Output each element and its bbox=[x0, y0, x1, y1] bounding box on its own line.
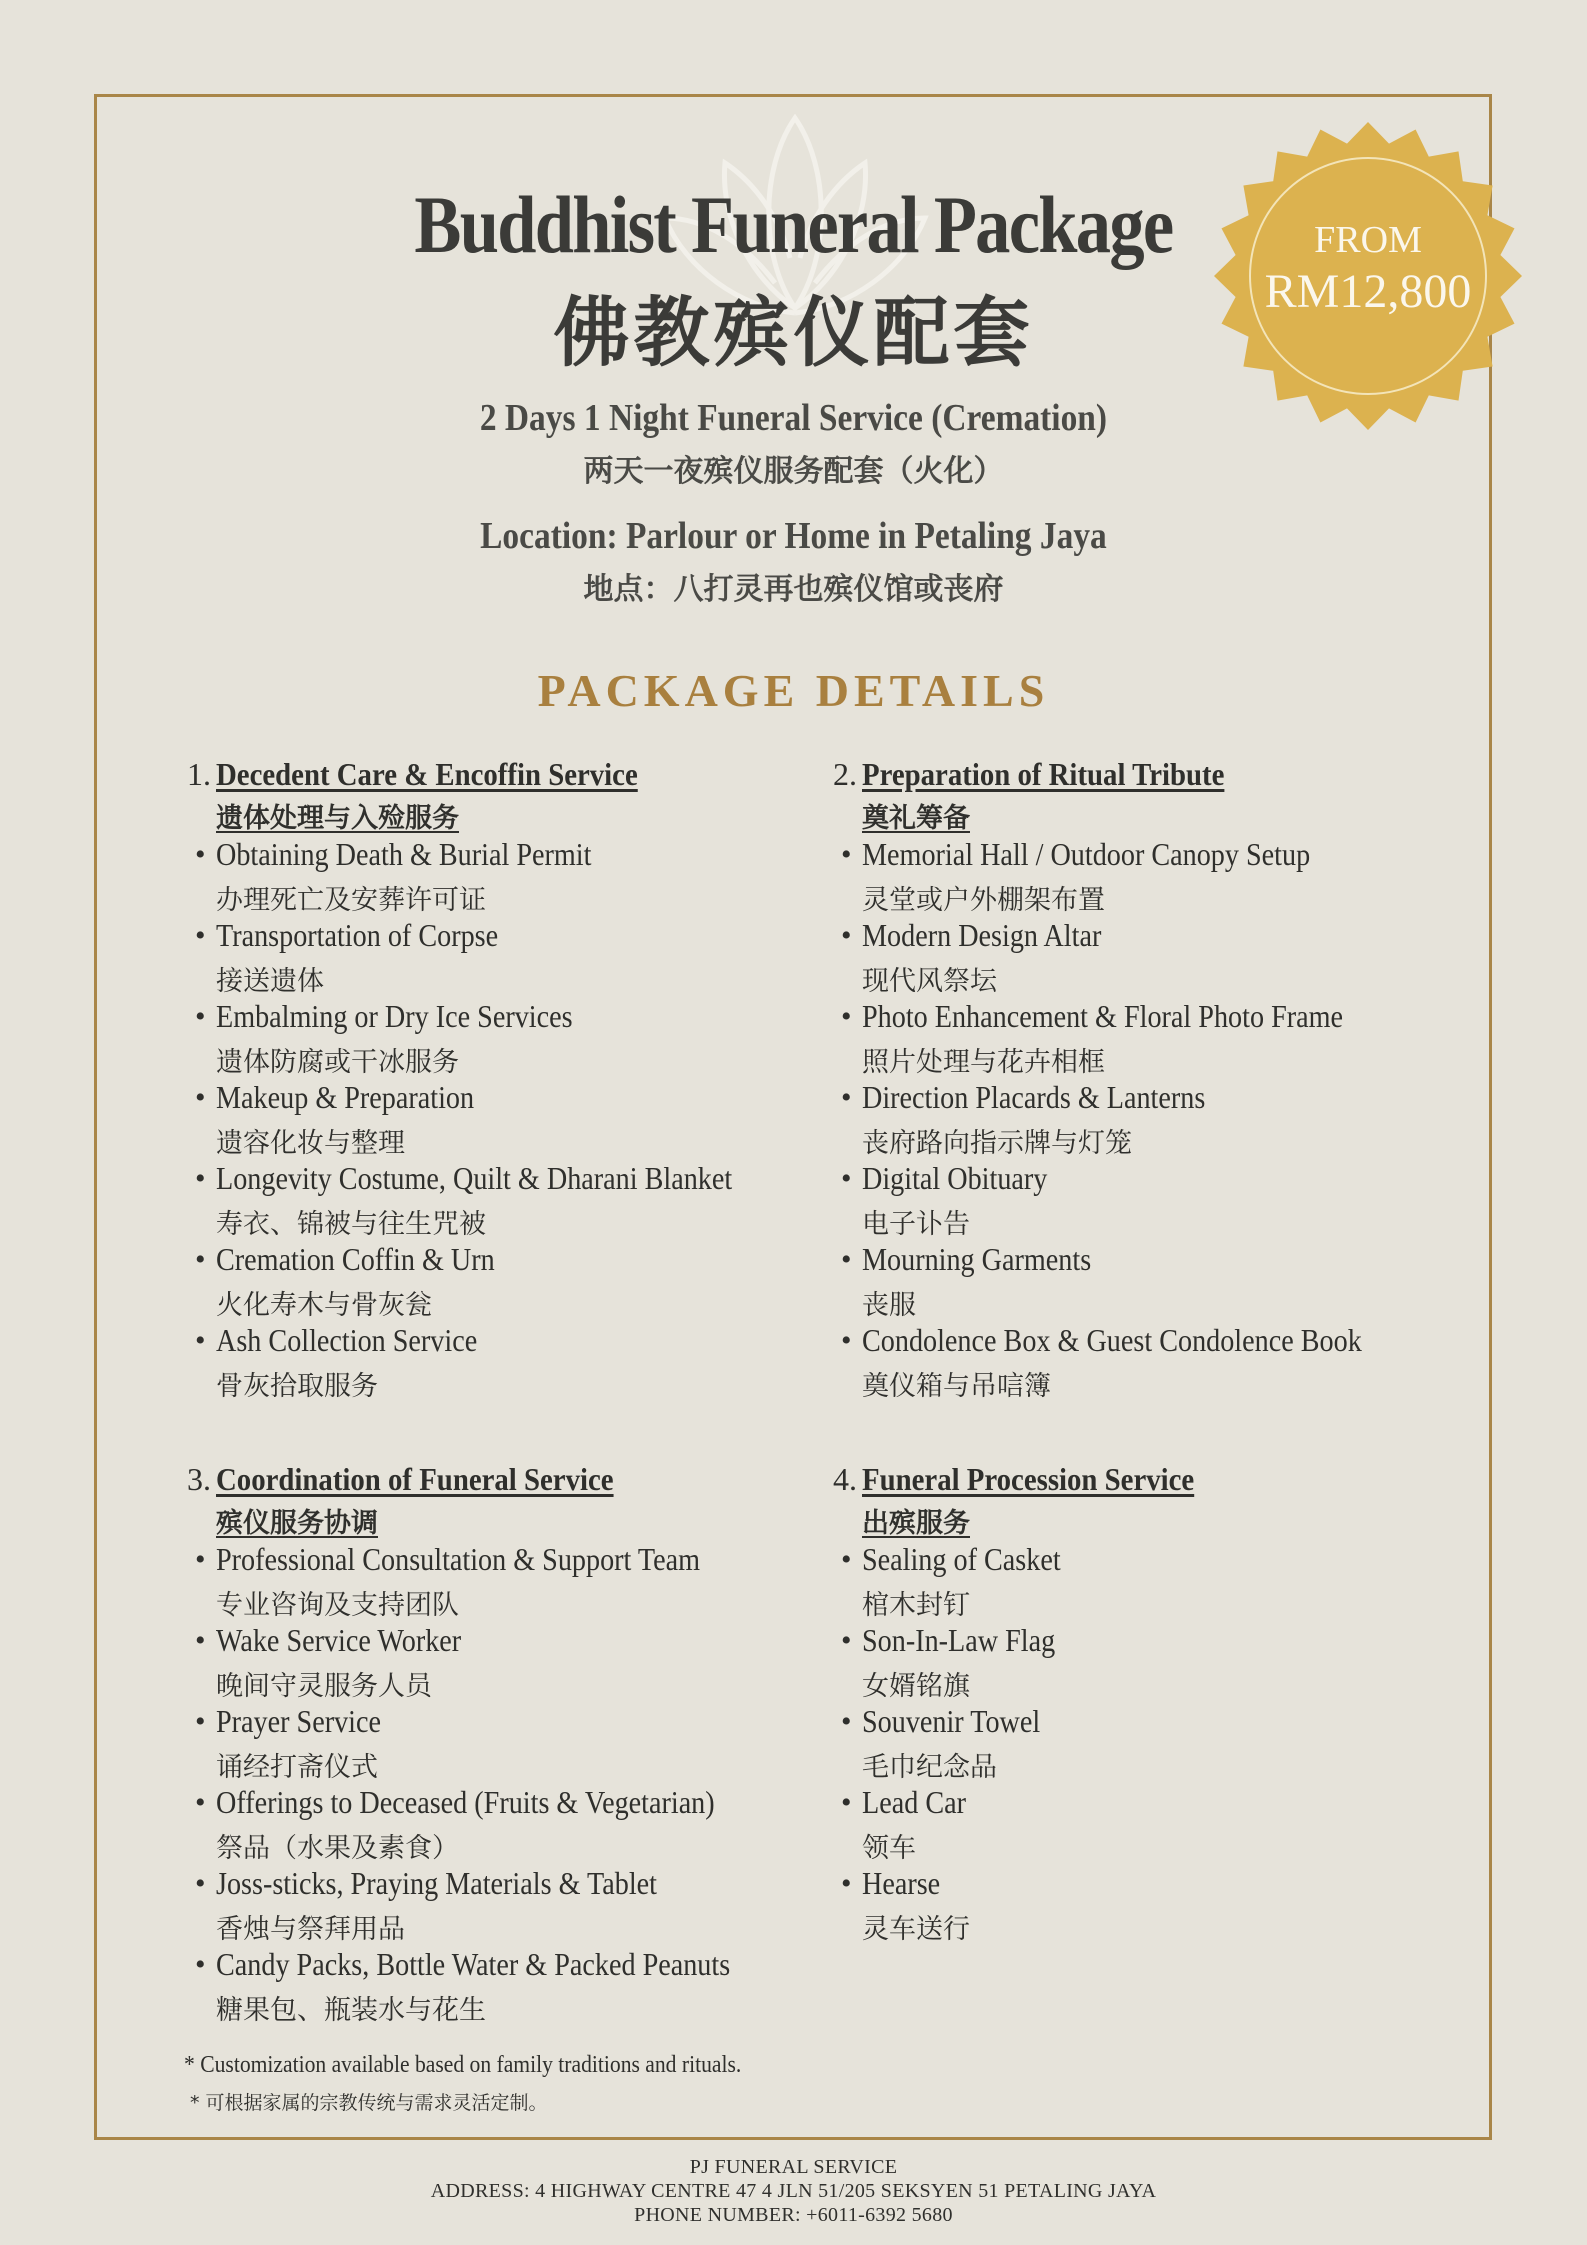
list-item bbox=[187, 1865, 827, 1946]
section-title-chinese: 奠礼筹备 bbox=[862, 803, 970, 834]
list-item bbox=[187, 998, 827, 1079]
item-label: Ash Collection Service bbox=[216, 1322, 478, 1358]
item-label-chinese: 灵车送行 bbox=[862, 1914, 970, 1945]
bullet-icon: • bbox=[841, 1324, 852, 1357]
item-label: Direction Placards & Lanterns bbox=[862, 1079, 1206, 1115]
item-label: Hearse bbox=[862, 1865, 941, 1901]
list-item bbox=[187, 1541, 827, 1622]
item-label-chinese: 糖果包、瓶装水与花生 bbox=[216, 1995, 486, 2026]
item-label-chinese: 接送遗体 bbox=[216, 966, 324, 997]
bullet-icon: • bbox=[195, 1786, 206, 1819]
item-label-chinese: 晚间守灵服务人员 bbox=[216, 1671, 432, 1702]
item-label: Souvenir Towel bbox=[862, 1703, 1041, 1739]
list-item bbox=[833, 836, 1473, 917]
item-label-chinese: 照片处理与花卉相框 bbox=[862, 1047, 1105, 1078]
item-label-chinese: 丧服 bbox=[862, 1290, 916, 1321]
item-label-chinese: 女婿铭旗 bbox=[862, 1671, 970, 1702]
item-label: Obtaining Death & Burial Permit bbox=[216, 836, 592, 872]
service-subtitle: 2 Days 1 Night Funeral Service (Cremation) bbox=[479, 397, 1108, 439]
item-label: Son-In-Law Flag bbox=[862, 1622, 1056, 1658]
bullet-icon: • bbox=[195, 1324, 206, 1357]
list-item bbox=[833, 1865, 1473, 1946]
item-label-chinese: 骨灰拾取服务 bbox=[216, 1371, 378, 1402]
page-title-chinese: 佛教殡仪配套 bbox=[553, 288, 1034, 377]
item-label: Professional Consultation & Support Team bbox=[216, 1541, 701, 1577]
item-label: Makeup & Preparation bbox=[216, 1079, 475, 1115]
list-item bbox=[187, 1946, 827, 2027]
list-item bbox=[833, 1241, 1473, 1322]
section-1 bbox=[187, 756, 827, 1403]
price-badge-from: FROM bbox=[1314, 219, 1422, 261]
customization-note: * Customization available based on family traditions and rituals. bbox=[184, 2052, 742, 2078]
section-title: Funeral Procession Service bbox=[862, 1461, 1195, 1497]
item-label: Wake Service Worker bbox=[216, 1622, 462, 1658]
bullet-icon: • bbox=[841, 1705, 852, 1738]
bullet-icon: • bbox=[195, 1867, 206, 1900]
bullet-icon: • bbox=[841, 1786, 852, 1819]
list-item bbox=[187, 1079, 827, 1160]
item-label: Sealing of Casket bbox=[862, 1541, 1061, 1577]
list-item bbox=[833, 1322, 1473, 1403]
item-label-chinese: 遗体防腐或干冰服务 bbox=[216, 1047, 459, 1078]
footer-phone: PHONE NUMBER: +6011-6392 5680 bbox=[634, 2204, 953, 2226]
footer-address: ADDRESS: 4 HIGHWAY CENTRE 47 4 JLN 51/205 SEKSYEN 51 PETALING JAYA bbox=[430, 2180, 1157, 2202]
section-title: Decedent Care & Encoffin Service bbox=[216, 756, 638, 792]
list-item bbox=[187, 1241, 827, 1322]
list-item bbox=[833, 917, 1473, 998]
list-item bbox=[833, 1160, 1473, 1241]
section-4 bbox=[833, 1461, 1473, 1946]
section-3 bbox=[187, 1461, 827, 2027]
item-label-chinese: 棺木封钉 bbox=[862, 1590, 970, 1621]
item-label: Prayer Service bbox=[216, 1703, 381, 1739]
item-label-chinese: 祭品（水果及素食） bbox=[216, 1833, 459, 1864]
item-label: Modern Design Altar bbox=[862, 917, 1102, 953]
list-item bbox=[833, 998, 1473, 1079]
bullet-icon: • bbox=[195, 838, 206, 871]
bullet-icon: • bbox=[841, 1867, 852, 1900]
bullet-icon: • bbox=[841, 1162, 852, 1195]
section-title-chinese: 遗体处理与入殓服务 bbox=[216, 803, 459, 834]
item-label-chinese: 奠仪箱与吊唁簿 bbox=[862, 1371, 1051, 1402]
bullet-icon: • bbox=[195, 1948, 206, 1981]
page-title: Buddhist Funeral Package bbox=[414, 179, 1173, 270]
section-title: Coordination of Funeral Service bbox=[216, 1461, 614, 1497]
list-item bbox=[187, 1622, 827, 1703]
list-item bbox=[833, 1079, 1473, 1160]
list-item bbox=[187, 1703, 827, 1784]
bullet-icon: • bbox=[195, 1624, 206, 1657]
section-title-chinese: 殡仪服务协调 bbox=[216, 1508, 378, 1539]
bullet-icon: • bbox=[841, 838, 852, 871]
location-subtitle: Location: Parlour or Home in Petaling Jaya bbox=[480, 515, 1107, 557]
item-label-chinese: 现代风祭坛 bbox=[862, 966, 997, 997]
item-label-chinese: 遗容化妆与整理 bbox=[216, 1128, 405, 1159]
list-item bbox=[187, 836, 827, 917]
section-title: Preparation of Ritual Tribute bbox=[862, 756, 1225, 792]
price-badge-amount: RM12,800 bbox=[1264, 265, 1472, 318]
bullet-icon: • bbox=[841, 1000, 852, 1033]
item-label-chinese: 毛巾纪念品 bbox=[862, 1752, 997, 1783]
section-number: 3. bbox=[187, 1461, 211, 1497]
item-label: Digital Obituary bbox=[862, 1160, 1048, 1196]
list-item bbox=[833, 1541, 1473, 1622]
item-label: Cremation Coffin & Urn bbox=[216, 1241, 495, 1277]
item-label-chinese: 专业咨询及支持团队 bbox=[216, 1590, 459, 1621]
list-item bbox=[833, 1703, 1473, 1784]
list-item bbox=[833, 1622, 1473, 1703]
bullet-icon: • bbox=[841, 1243, 852, 1276]
customization-note-chinese: * 可根据家属的宗教传统与需求灵活定制。 bbox=[190, 2092, 548, 2114]
item-label-chinese: 丧府路向指示牌与灯笼 bbox=[862, 1128, 1132, 1159]
item-label-chinese: 灵堂或户外棚架布置 bbox=[862, 885, 1105, 916]
item-label: Condolence Box & Guest Condolence Book bbox=[862, 1322, 1362, 1358]
item-label: Transportation of Corpse bbox=[216, 917, 499, 953]
item-label: Memorial Hall / Outdoor Canopy Setup bbox=[862, 836, 1311, 872]
item-label-chinese: 办理死亡及安葬许可证 bbox=[216, 885, 486, 916]
item-label: Joss-sticks, Praying Materials & Tablet bbox=[216, 1865, 657, 1901]
list-item bbox=[833, 1784, 1473, 1865]
item-label-chinese: 香烛与祭拜用品 bbox=[216, 1914, 405, 1945]
item-label: Lead Car bbox=[862, 1784, 966, 1820]
bullet-icon: • bbox=[195, 1081, 206, 1114]
bullet-icon: • bbox=[841, 919, 852, 952]
list-item bbox=[187, 1784, 827, 1865]
footer-company: PJ FUNERAL SERVICE bbox=[689, 2156, 898, 2178]
bullet-icon: • bbox=[841, 1543, 852, 1576]
item-label-chinese: 火化寿木与骨灰瓮 bbox=[216, 1290, 432, 1321]
bullet-icon: • bbox=[195, 919, 206, 952]
item-label: Photo Enhancement & Floral Photo Frame bbox=[862, 998, 1344, 1034]
section-number: 1. bbox=[187, 756, 211, 792]
section-number: 4. bbox=[833, 1461, 857, 1497]
item-label: Mourning Garments bbox=[862, 1241, 1092, 1277]
bullet-icon: • bbox=[195, 1000, 206, 1033]
item-label-chinese: 寿衣、锦被与往生咒被 bbox=[216, 1209, 486, 1240]
section-title-chinese: 出殡服务 bbox=[862, 1508, 970, 1539]
list-item bbox=[187, 1160, 827, 1241]
bullet-icon: • bbox=[841, 1081, 852, 1114]
bullet-icon: • bbox=[841, 1624, 852, 1657]
item-label: Offerings to Deceased (Fruits & Vegetarian) bbox=[216, 1784, 715, 1820]
section-number: 2. bbox=[833, 756, 857, 792]
list-item bbox=[187, 917, 827, 998]
item-label: Candy Packs, Bottle Water & Packed Peanuts bbox=[216, 1946, 731, 1982]
section-2 bbox=[833, 756, 1473, 1403]
bullet-icon: • bbox=[195, 1162, 206, 1195]
location-subtitle-chinese: 地点：八打灵再也殡仪馆或丧府 bbox=[583, 572, 1004, 607]
item-label-chinese: 电子讣告 bbox=[862, 1209, 970, 1240]
bullet-icon: • bbox=[195, 1243, 206, 1276]
item-label-chinese: 诵经打斋仪式 bbox=[216, 1752, 378, 1783]
item-label: Longevity Costume, Quilt & Dharani Blanket bbox=[216, 1160, 733, 1196]
item-label-chinese: 领车 bbox=[862, 1833, 916, 1864]
package-details-heading: PACKAGE DETAILS bbox=[537, 665, 1050, 716]
item-label: Embalming or Dry Ice Services bbox=[216, 998, 573, 1034]
bullet-icon: • bbox=[195, 1705, 206, 1738]
list-item bbox=[187, 1322, 827, 1403]
bullet-icon: • bbox=[195, 1543, 206, 1576]
service-subtitle-chinese: 两天一夜殡仪服务配套（火化） bbox=[583, 454, 1004, 489]
